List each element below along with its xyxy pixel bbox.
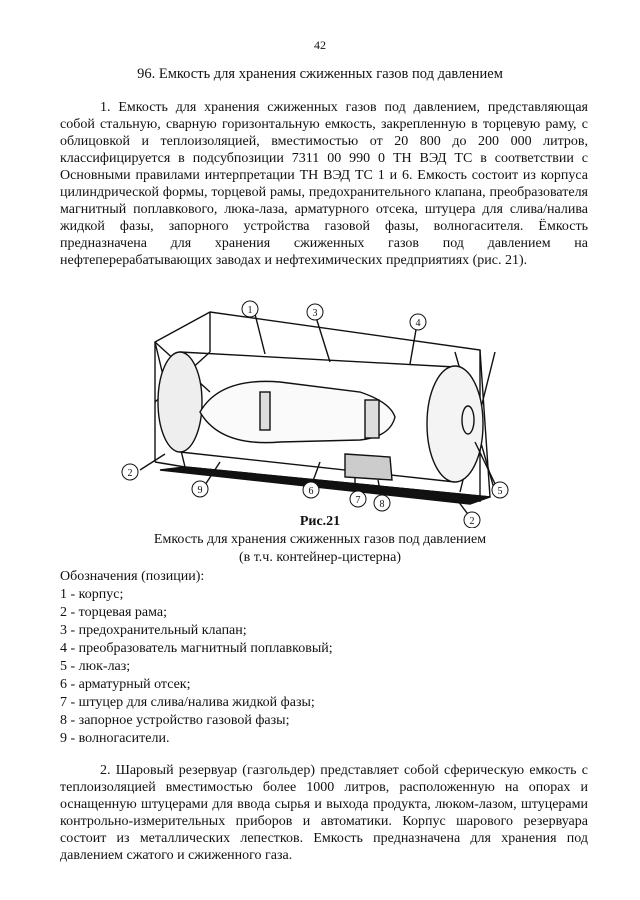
callout-label: 3	[312, 308, 318, 319]
legend-item: 1 - корпус;	[60, 587, 124, 602]
figure-number: Рис.21	[299, 514, 341, 529]
callout-label: 1	[247, 305, 253, 316]
page-number: 42	[314, 38, 326, 52]
callout-label: 2	[127, 468, 133, 479]
legend-item: 2 - торцевая рама;	[60, 605, 167, 620]
tank-figure	[110, 292, 530, 528]
frame-base-left	[155, 462, 185, 467]
legend-item: 3 - предохранительный клапан;	[60, 623, 247, 638]
figure-caption: Емкость для хранения сжиженных газов под давлением	[153, 532, 487, 547]
callout-label: 6	[308, 486, 314, 497]
legend-item: 8 - запорное устройство газовой фазы;	[60, 713, 290, 728]
legend-title: Обозначения (позиции):	[60, 569, 205, 584]
wave-breaker	[260, 392, 270, 430]
paragraph-2: 2. Шаровый резервуар (газгольдер) представляет собой сферическую емкость с теплоизоляцией вместимостью более 1000 литров, расположенную на опорах и оснащенную штуцерами для ввода сырья и выхода продукта, люком-лазом, штуцерами контрольно-измерительных приборов и автоматики. Корпус шарового резервуара состоит из металлических лепестков. Емкость предназначена для хранения под давлением сжатого и сжиженного газа.	[60, 763, 588, 863]
callout-label: 5	[497, 486, 503, 497]
section-title: 96. Емкость для хранения сжиженных газов под давлением	[137, 66, 503, 82]
legend-item: 5 - люк-лаз;	[60, 659, 131, 674]
legend-item: 7 - штуцер для слива/налива жидкой фазы;	[60, 695, 315, 710]
legend-item: 9 - волногасители.	[60, 731, 170, 746]
paragraph-1: 1. Емкость для хранения сжиженных газов под давлением, представляющая собой стальную, сварную горизонтальную емкость, закрепленную в торцевую раму, с облицовкой и теплоизоляцией, вместимостью от 20 800 до 200 000 литров, классифицируется в подсубпозиции 7311 00 990 0 ТН ВЭД ТС в соответствии с Основными правилами интерпретации ТН ВЭД ТС 1 и 6. Емкость состоит из корпуса цилиндрической формы, торцевой рамы, предохранительного клапана, преобразователя магнитный поплавкового, люка-лаза, арматурного отсека, штуцера для слива/налива жидкой фазы, запорного устройства газовой фазы, волногасителя. Ёмкость предназначена для хранения сжиженных газов под давлением на нефтеперерабатывающих заводах и нефтехимических предприятиях (рис. 21).	[60, 100, 588, 268]
valve-compartment	[345, 454, 392, 480]
callout-label: 7	[355, 495, 361, 506]
callout-label: 8	[379, 499, 385, 510]
callout-label: 9	[197, 485, 203, 496]
callout-label: 4	[415, 318, 421, 329]
legend	[60, 568, 560, 748]
callout-label: 2	[469, 516, 475, 527]
legend-item: 4 - преобразователь магнитный поплавковый;	[60, 641, 333, 656]
float-converter	[365, 400, 379, 438]
tank-illustration	[110, 292, 530, 528]
legend-list	[60, 586, 560, 748]
legend-item: 6 - арматурный отсек;	[60, 677, 191, 692]
figure-caption-sub: (в т.ч. контейнер-цистерна)	[238, 550, 402, 565]
cylinder-end-left	[158, 352, 202, 452]
cylinder-end-right	[427, 366, 483, 482]
